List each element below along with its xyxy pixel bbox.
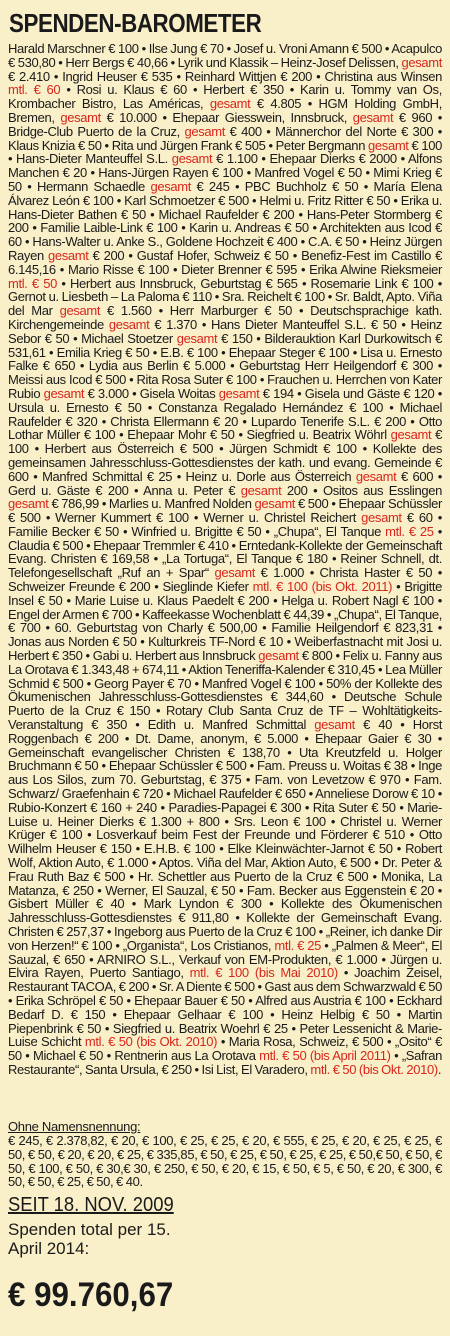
donation-text: € 1.370 • Hans Dieter Manteuffel S.L. € 50 • Heinz Sebor € 50 • Michael Stoetzer	[8, 316, 442, 346]
donation-note-highlight: gesamt	[355, 468, 397, 484]
donation-text: • Joachim Zeisel, Restaurant TACOA, € 200 • Sr. A Diente € 500 • Gast aus dem Schwarzwald € 50 • Erika Schröpel € 50 • Ehepaar Bauer € 50 • Alfred aus Austria € 100 • Eckhard Bedarf D. € 150 • Ehepaar Gelhaar € 100 • Heinz Helbig € 50 • Martin Piepenbrink € 50 • Siegfried u. Beatrix Woehrl € 25 • Peter Lessenicht & Marie-Luise Schicht	[8, 965, 442, 1050]
anonymous-label: Ohne Namensnennung:	[8, 1119, 141, 1134]
donation-note-highlight: gesamt	[108, 316, 150, 332]
donation-text: • Brigitte Insel € 50 • Marie Luise u. Klaus Paedelt € 200 • Helga u. Robert Nagl € 100 • Engel der Armen € 700 • Kaffeekasse Wochenblatt € 44,39 • „Chupa“, El Tanque, € 700 • 60. Geburtstag von Charly € 500,00 • Familie Heilgendorf € 823,31 • Jonas aus Norden € 50 • Kulturkreis TF-Nord € 10 • Weiberfastnacht mit Josi u. Herbert € 350 • Gabi u. Herbert aus Innsbruck	[8, 579, 442, 664]
donation-text: • Rosi u. Klaus € 60 • Herbert € 350 • Karin u. Tommy van Os, Krombacher Bistro, Las Américas,	[8, 82, 442, 112]
donation-text: € 2.410 • Ingrid Heuser € 535 • Reinhard Wittjen € 200 • Christina aus Winsen	[8, 68, 442, 84]
donation-text: • Herbert aus Innsbruck, Geburtstag € 565 • Rosemarie Link € 100 • Gernot u. Liesbeth – La Paloma € 110 • Sra. Reichelt € 100 • Sr. Baldt, Apto. Viña del Mar	[8, 275, 442, 319]
donation-note-highlight: mtl. € 50 (bis Okt. 2010)	[84, 1034, 218, 1050]
donation-note-highlight: mtl. € 50	[8, 275, 57, 291]
donation-list	[8, 42, 442, 1110]
donation-text: € 3.000 • Gisela Woitas	[84, 385, 219, 401]
donation-note-highlight: gesamt	[390, 427, 432, 443]
donation-note-highlight: gesamt	[314, 717, 355, 733]
donation-text: • „Safran Restaurante“, Santa Ursula, € 250 • Isi List, El Varadero,	[8, 1048, 442, 1077]
donation-note-highlight: mtl. € 25	[385, 523, 434, 539]
donation-text: € 100 • Herbert aus Österreich € 500 • Jürgen Schmidt € 100 • Kollekte des gemeinsamen Jahresschluss-Gottesdienstes der kath. und evang. Gemeinde € 600 • Manfred Schmittal € 25 • Heinz u. Dorle aus Österreich	[8, 427, 442, 484]
total-label: Spenden total per 15. April 2014:	[8, 1220, 171, 1258]
donation-note-highlight: gesamt	[59, 303, 101, 319]
donation-text: € 1.000 • Christa Haster € 50 • Schweizer Freunde € 200 • Sieglinde Kiefer	[8, 565, 443, 595]
donation-text: .	[437, 1061, 442, 1077]
donation-note-highlight: gesamt	[240, 482, 282, 498]
donation-text: € 600 • Gerd u. Gäste € 200 • Anna u. Peter €	[8, 468, 442, 498]
donation-text: • „Palmen & Meer“, El Sauzal, € 650 • ARNIRO S.L., Verkauf von EM-Produkten, € 1.000 • Jürgen u. Elvira Rayen, Puerto Santiago,	[8, 937, 442, 981]
donation-text: € 150 • Bilderauktion Karl Durkowitsch € 531,61 • Emilia Krieg € 50 • E.B. € 100 • Ehepaar Steger € 100 • Lisa u. Ernesto Falke € 650 • Lydia aus Berlin € 5.000 • Geburtstag Herr Heilgendorf € 300 • Meissi aus Icod € 500 • Rita Rosa Suter € 100 • Frauchen u. Herrchen von Kater Rubio	[8, 330, 442, 401]
donation-note-highlight: gesamt	[184, 123, 225, 139]
donation-note-highlight: gesamt	[60, 109, 101, 125]
donation-text: € 800 • Felix u. Fanny aus La Orotava € 1.343,48 + 674,11 • Aktion Teneriffa-Kalender € 310,45 • Lea Müller Schmid € 500 • Georg Payer € 70 • Manfred Vogel € 100 • 50% der Kollekte des Ökumenischen Jahresschluss-Gottesdienstes € 344,60 • Deutsche Schule Puerto de la Cruz € 150 • Rotary Club Santa Cruz de TF – Wohltätigkeits-Veranstaltung € 350 • Edith u. Manfred Schmittal	[8, 648, 442, 733]
donation-note-highlight: gesamt	[176, 330, 218, 346]
donation-text: € 40 • Horst Roggenbach € 200 • Dt. Dame, anonym, € 5.000 • Ehepaar Gaier € 30 • Gemeinschaft evangelischer Christen € 138,70 • Uta Kreutzfeld u. Holger Bruchmann € 50 • Ehepaar Schüssler € 500 • Fam. Preuss u. Woitas € 38 • Inge aus Los Silos, zum 70. Geburtstag, € 375 • Fam. von Levetzow € 970 • Fam. Schwarz/ Graefenhain € 720 • Michael Raufelder € 650 • Anneliese Dorow € 10 • Rubio-Konzert € 160 + 240 • Paradies-Papagei € 300 • Rita Suter € 50 • Marie-Luise u. Heiner Dierks € 1.300 + 800 • Srs. Leon € 100 • Christel u. Werner Krüger € 100 • Losverkauf beim Fest der Freunde und Förderer € 510 • Otto Wilhelm Heuser € 150 • E.H.B. € 100 • Elke Kleinwächter-Jarnot € 50 • Robert Wolf, Aktion Auto, € 1.000 • Aptos. Viña del Mar, Aktion Auto, € 500 • Dr. Peter & Frau Ruth Baz € 500 • Hr. Schettler aus Puerto de la Cruz € 500 • Monika, La Matanza, € 250 • Werner, El Sauzal, € 50 • Fam. Becker aus Eggenstein € 20 • Gisbert Müller € 40 • Mark Lyndon € 300 • Kollekte des Ökumenischen Jahresschluss-Gottesdienstes € 911,80 • Kollekte der Gemeinschaft Evang. Christen € 257,37 • Ingeborg aus Puerto de la Cruz € 100 • „Reiner, ich danke Dir von Herzen!“ € 100 • „Organista“, Los Cristianos,	[8, 717, 442, 953]
donation-text: € 786,99 • Marlies u. Manfred Nolden	[48, 496, 255, 512]
donation-text: € 400 • Männerchor del Norte € 300 • Klaus Knizia € 50 • Rita und Jürgen Frank € 505 • Peter Bergmann	[8, 123, 442, 153]
donation-text: € 245 • PBC Buchholz € 50 • María Elena Álvarez León € 100 • Karl Schmoetzer € 500 • Helmi u. Fritz Ritter € 50 • Erika u. Hans-Dieter Bathen € 50 • Michael Raufelder € 200 • Hans-Peter Stormberg € 200 • Familie Laible-Link € 100 • Karin u. Andreas € 50 • Architekten aus Icod € 60 • Hans-Walter u. Anke S., Goldene Hochzeit € 400 • C.A. € 50 • Heinz Jürgen Rayen	[8, 178, 442, 263]
donation-text: Harald Marschner € 100 • Ilse Jung € 70 • Josef u. Vroni Amann € 500 • Acapulco € 530,80 • Herr Bergs € 40,66 • Lyrik und Klassik – Heinz-Josef Delissen,	[8, 41, 442, 70]
donation-text: € 500 • Ehepaar Schüssler € 500 • Werner Kummert € 100 • Werner u. Christel Reichert	[8, 496, 442, 526]
donation-note-highlight: gesamt	[209, 96, 251, 112]
donation-text: € 100 • Hans-Dieter Manteuffel S.L.	[8, 137, 442, 167]
donation-text: € 194 • Gisela und Gäste € 120 • Ursula u. Ernesto € 50 • Constanza Regalado Hernández € 100 • Michael Raufelder € 320 • Christa Ellermann € 20 • Lupardo Tenerife S.L. € 200 • Otto Lothar Müller € 100 • Ehepaar Mohr € 50 • Siegfried u. Beatrix Wöhrl	[8, 385, 442, 443]
donation-text: € 1.100 • Ehepaar Dierks € 2000 • Alfons Manchen € 20 • Hans-Jürgen Rayen € 100 • Manfred Vogel € 50 • Mimi Krieg € 50 • Hermann Schaedle	[8, 151, 442, 194]
donation-text: € 1.560 • Herr Marburger € 50 • Deutschsprachige kath. Kirchengemeinde	[8, 303, 442, 332]
anonymous-donations: € 245, € 2.378,82, € 20, € 100, € 25, € 25, € 20, € 555, € 25, € 20, € 25, € 25, € 50, € 50, € 20, € 20, € 25, € 335,85, € 50, € 25, € 50, € 25, € 25, € 50,€ 50, € 50, € 50, € 100, € 50, € 30,€ 30, € 250, € 50, € 20, € 15, € 50, € 5, € 50, € 20, € 300, € 50, € 50, € 25, € 50, € 40.	[8, 1133, 442, 1190]
donation-note-highlight: gesamt	[47, 247, 89, 263]
donation-text: € 4.805 • HGM Holding GmbH, Bremen,	[8, 96, 442, 125]
since-date: SEIT 18. NOV. 2009	[8, 1194, 174, 1216]
donation-note-highlight: gesamt	[361, 510, 402, 526]
donation-note-highlight: gesamt	[171, 151, 213, 167]
donation-note-highlight: gesamt	[150, 178, 191, 194]
donation-note-highlight: gesamt	[214, 565, 256, 581]
donation-note-highlight: gesamt	[218, 385, 260, 401]
donation-note-highlight: mtl. € 100 (bis Mai 2010)	[189, 965, 338, 981]
donation-note-highlight: mtl. € 50 (bis April 2011)	[259, 1048, 391, 1064]
donation-note-highlight: mtl. € 60	[8, 82, 61, 98]
donation-note-highlight: gesamt	[401, 54, 442, 70]
donation-note-highlight: gesamt	[368, 137, 409, 153]
donation-note-highlight: gesamt	[8, 496, 49, 512]
donation-note-highlight: gesamt	[258, 648, 299, 664]
donation-text: • Claudia € 500 • Ehepaar Tremmler € 410 • Erntedank-Kollekte der Gemeinschaft Evang. Christen € 169,58 • „La Tortuga“, El Tanque € 180 • Reiner Schnell, dt. Telefongesellschaft „Ruf an + Spar“	[8, 523, 442, 581]
donation-note-highlight: mtl. € 50 (bis Okt. 2010)	[310, 1061, 438, 1077]
donation-note-highlight: gesamt	[254, 496, 296, 512]
donation-text: € 200 • Gustaf Hofer, Schweiz € 50 • Benefiz-Fest im Castillo € 6.145,16 • Mario Risse € 100 • Dieter Brenner € 595 • Erika Alwine Rieksmeier	[8, 247, 442, 277]
donation-note-highlight: gesamt	[43, 385, 85, 401]
donation-note-highlight: mtl. € 100 (bis Okt. 2011)	[252, 579, 393, 595]
page-title: SPENDEN-BAROMETER	[9, 8, 262, 38]
donation-text: 200 • Ositos aus Esslingen	[281, 482, 442, 498]
donation-text: € 960 • Bridge-Club Puerto de la Cruz,	[8, 109, 442, 139]
donation-text: • Maria Rosa, Schweiz, € 500 • „Osito“ € 50 • Michael € 50 • Rentnerin aus La Orotava	[8, 1034, 442, 1064]
total-amount: € 99.760,67	[8, 1276, 174, 1314]
donation-note-highlight: gesamt	[352, 109, 394, 125]
donation-text: € 10.000 • Ehepaar Giesswein, Innsbruck,	[100, 109, 353, 125]
donation-text: € 60 • Familie Becker € 50 • Winfried u. Brigitte € 50 • „Chupa“, El Tanque	[8, 510, 442, 539]
donation-note-highlight: mtl. € 25	[274, 937, 322, 953]
